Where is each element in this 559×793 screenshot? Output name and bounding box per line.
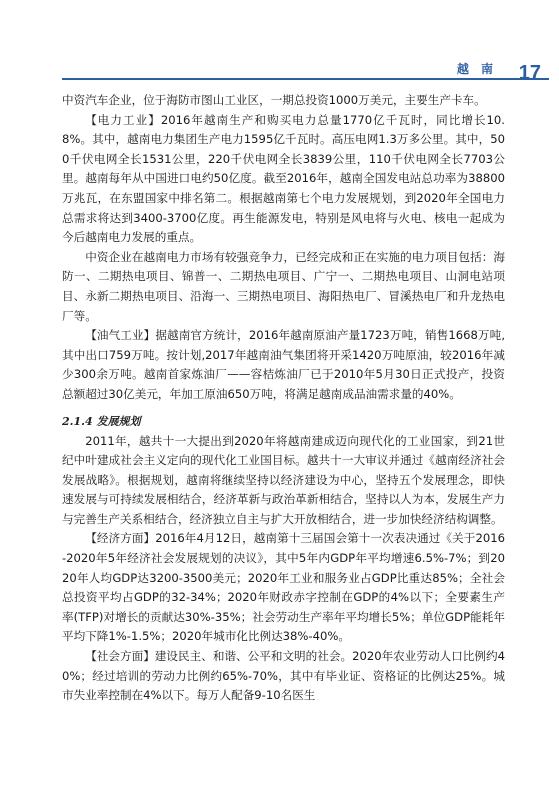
paragraph-oil-gas-industry: 【油气工业】据越南官方统计，2016年越南原油产量1723万吨，销售1668万吨,其中出口759万吨。按计划,2017年越南油气集团将开采1420万吨原油，较2016年减少300余万吨。越南首家炼油厂——容桔炼油厂已于2010年5月30日正式投产，投资总额超过30亿美元，年加工原油650万吨，将满足越南成品油需求量的40%。	[62, 328, 505, 401]
paragraph-development-strategy: 2011年，越共十一大提出到2020年将越南建成迈向现代化的工业国家，到21世纪中叶建成社会主义定向的现代化工业国目标。越共十一大审议并通过《越南经济社会发展战略》。根据规划，越南将继续坚持以经济建设为中心，坚持五个发展理念，即快速发展与可持续发展相结合，经济革新与政治革新相结合，坚持以人为本，发展生产力与完善生产关系相结合，经济独立自主与扩大开放相结合，进一步加快经济结构调整。	[62, 433, 505, 526]
page-number: 17	[518, 62, 541, 84]
section-heading-development-planning: 2.1.4 发展规划	[62, 414, 141, 428]
paragraph-social-targets: 【社会方面】建设民主、和谐、公平和文明的社会。2020年农业劳动人口比例约40%；经过培训的劳动力比例约65%-70%，其中有毕业证、资格证的比例达25%。城市失业率控制在4%以下。每万人配备9-10名医生	[62, 649, 505, 703]
paragraph-economic-targets: 【经济方面】2016年4月12日，越南第十三届国会第十一次表决通过《关于2016-2020年5年经济社会发展规划的决议》，其中5年内GDP年平均增速6.5%-7%；到2020年人均GDP达3200-3500美元；2020年工业和服务业占GDP比重达85%；全社会总投资平均占GDP的32-34%；2020年财政赤字控制在GDP的4%以下；全要素生产率(TFP)对增长的贡献达30%-35%；社会劳动生产率年平均增长5%；单位GDP能耗年平均下降1%-1.5%；2020年城市化比例达38%-40%。	[62, 531, 505, 644]
page-body	[62, 91, 505, 706]
running-title: 越 南	[456, 62, 497, 76]
paragraph-intro-continued: 中资汽车企业，位于海防市图山工业区，一期总投资1000万美元，主要生产卡车。	[62, 93, 486, 107]
header-rule	[62, 78, 549, 80]
paragraph-power-industry: 【电力工业】2016年越南生产和购买电力总量1770亿千瓦时，同比增长10.8%。其中，越南电力集团生产电力1595亿千瓦时。高压电网1.3万多公里。其中，500千伏电网全长1531公里，220千伏电网全长3839公里，110千伏电网全长7703公里。越南每年从中国进口电约50亿度。截至2016年，越南全国发电站总功率为38800万兆瓦，在东盟国家中排名第二。根据越南第七个电力发展规划，到2020年全国电力总需求将达到3400-3700亿度。再生能源发电，特别是风电将与火电、核电一起成为今后越南电力发展的重点。	[62, 112, 505, 245]
paragraph-chinese-power-projects: 中资企业在越南电力市场有较强竞争力，已经完成和正在实施的电力项目包括：海防一、二期热电项目、锦普一、二期热电项目、广宁一、二期热电项目、山洞电站项目、永新二期热电项目、沿海一、三期热电项目、海阳热电厂、冒溪热电厂和升龙热电厂等。	[62, 249, 505, 323]
